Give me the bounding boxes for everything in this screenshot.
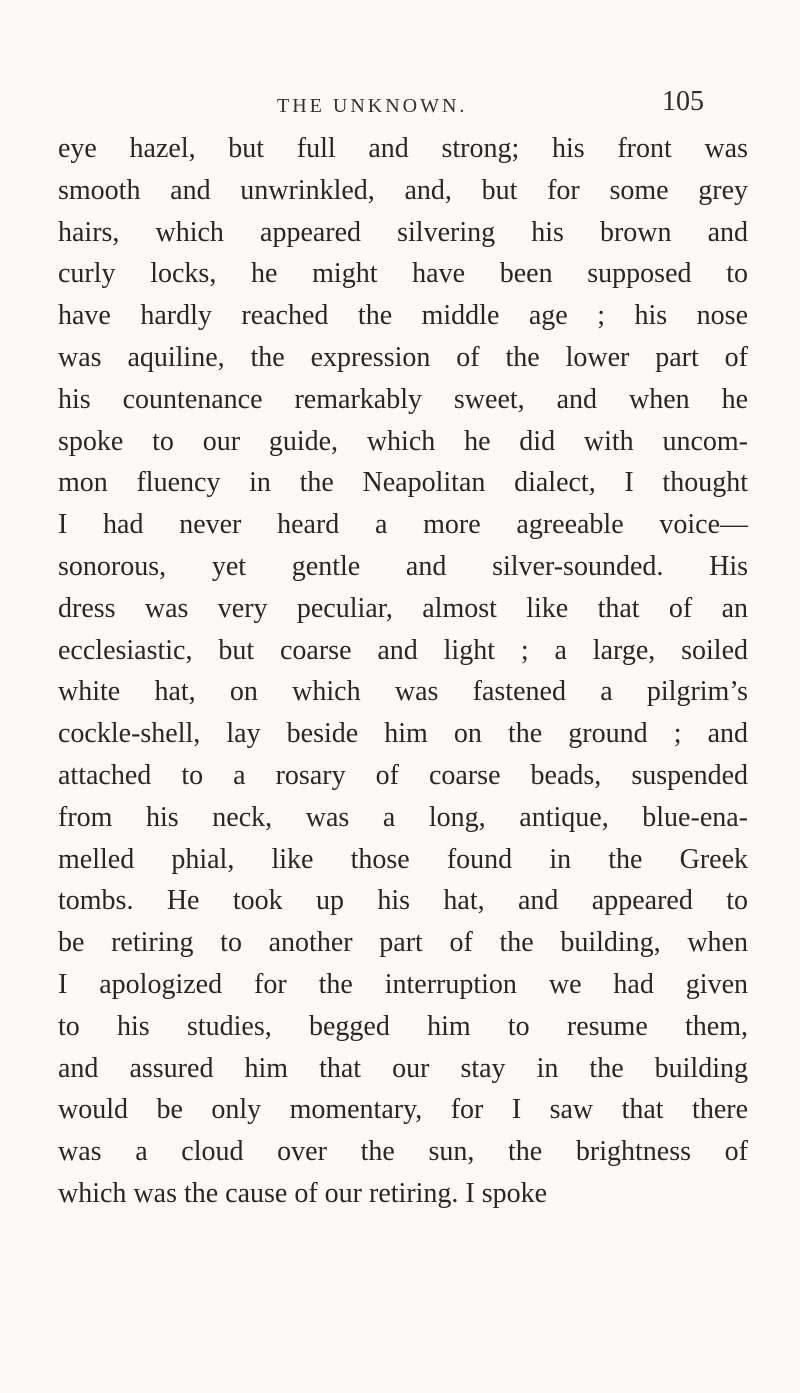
text-line: and assured him that our stay in the building	[58, 1052, 748, 1084]
text-line: would be only momentary, for I saw that there	[58, 1094, 748, 1126]
text-line: be retiring to another part of the building, when	[58, 927, 748, 959]
text-line: I apologized for the interruption we had given	[58, 968, 748, 1000]
text-line: cockle-shell, lay beside him on the ground ; and	[58, 718, 748, 750]
text-line: mon fluency in the Neapolitan dialect, I thought	[58, 467, 748, 499]
running-head: THE UNKNOWN.	[277, 95, 468, 117]
text-line: I had never heard a more agreeable voice—	[58, 509, 748, 541]
text-line: was aquiline, the expression of the lower part of	[58, 341, 748, 373]
text-line: melled phial, like those found in the Greek	[58, 843, 748, 875]
text-line: smooth and unwrinkled, and, but for some grey	[58, 174, 748, 206]
text-line: was a cloud over the sun, the brightness of	[58, 1136, 748, 1168]
text-line: sonorous, yet gentle and silver-sounded. His	[58, 550, 748, 582]
text-line: spoke to our guide, which he did with uncom-	[58, 425, 748, 457]
text-line: hairs, which appeared silvering his brown and	[58, 216, 748, 248]
text-line: attached to a rosary of coarse beads, suspended	[58, 759, 748, 791]
text-line: eye hazel, but full and strong; his front was	[58, 133, 748, 164]
text-line: have hardly reached the middle age ; his nose	[58, 300, 748, 332]
text-line: ecclesiastic, but coarse and light ; a large, soiled	[58, 634, 748, 666]
body-text	[58, 128, 748, 1215]
text-line: his countenance remarkably sweet, and when he	[58, 383, 748, 415]
text-line: curly locks, he might have been supposed to	[58, 258, 748, 290]
text-line: tombs. He took up his hat, and appeared to	[58, 885, 748, 917]
text-line: white hat, on which was fastened a pilgrim’s	[58, 676, 748, 708]
text-line: which was the cause of our retiring. I spoke	[58, 1177, 548, 1209]
text-line: from his neck, was a long, antique, blue-ena-	[58, 801, 748, 833]
page-number: 105	[662, 86, 704, 117]
text-line: dress was very peculiar, almost like that of an	[58, 592, 748, 624]
text-line: to his studies, begged him to resume them,	[58, 1010, 748, 1042]
